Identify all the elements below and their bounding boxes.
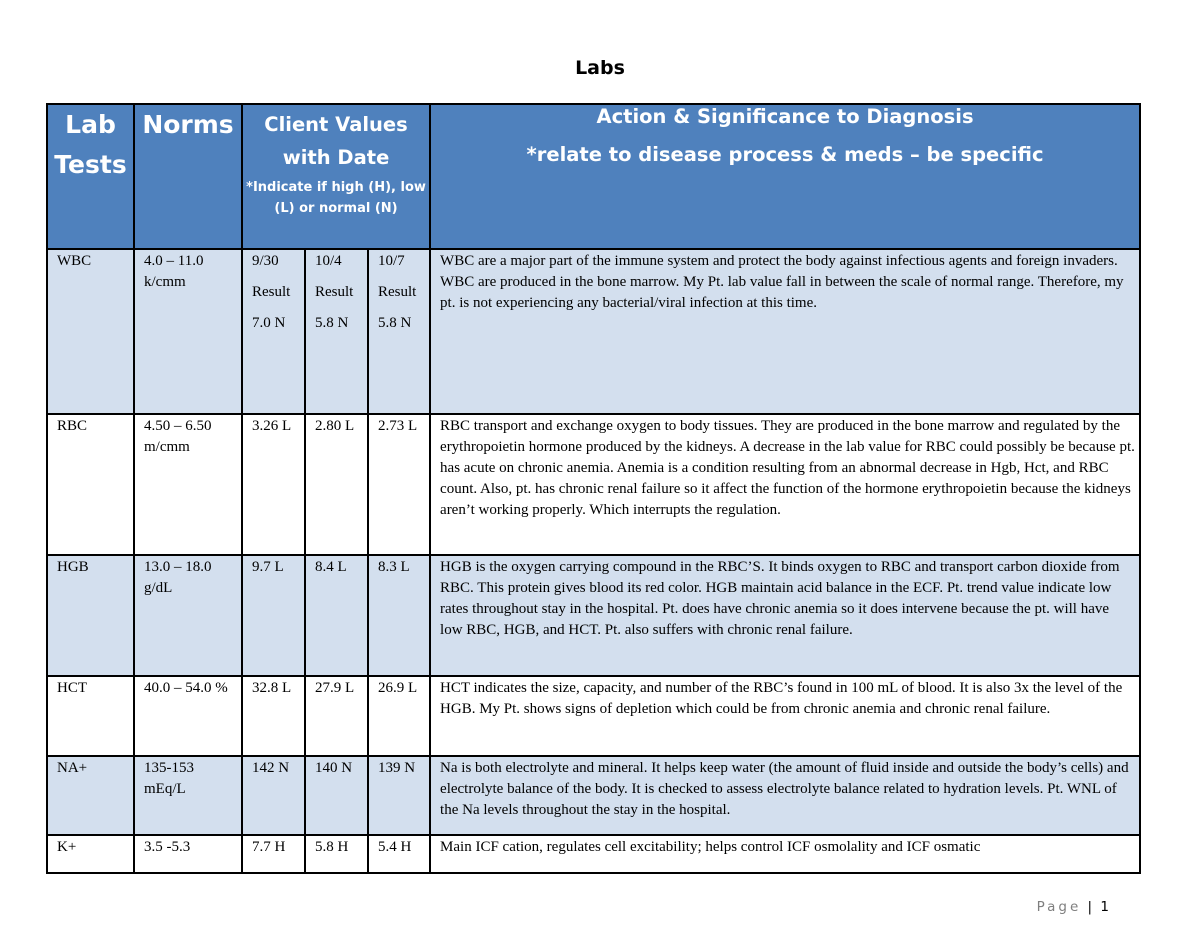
lab-test-name: HCT [47, 676, 134, 756]
client-value-cell: 5.8 H [305, 835, 368, 873]
header-lab-tests: Lab Tests [47, 104, 134, 249]
value-label: Result [315, 284, 354, 300]
page-title: Labs [575, 57, 625, 79]
action-significance-text: WBC are a major part of the immune system and protect the body against infectious agents and foreign invaders. WBC are produced in the bone marrow. My Pt. lab value fall in between the scale of normal range. Therefore, my pt. is not experiencing any bacterial/viral infection at this time. [430, 249, 1140, 414]
client-value-cell [305, 249, 368, 414]
value-result: 5.8 N [378, 315, 412, 331]
table-row [47, 249, 1140, 414]
value-label: Result [378, 284, 417, 300]
page-word: Page [1036, 899, 1082, 915]
client-value-cell: 7.7 H [242, 835, 305, 873]
lab-norm: 3.5 -5.3 [134, 835, 242, 873]
action-significance-text: HCT indicates the size, capacity, and number of the RBC’s found in 100 mL of blood. It is also 3x the level of the HGB. My Pt. shows signs of depletion which could be from chronic anemia and chronic renal failure. [430, 676, 1140, 756]
table-row [47, 676, 1140, 756]
client-value-cell: 3.26 L [242, 414, 305, 555]
client-value-cell [368, 249, 430, 414]
lab-norm: 4.0 – 11.0 k/cmm [134, 249, 242, 414]
client-value-cell: 2.80 L [305, 414, 368, 555]
client-value-cell: 5.4 H [368, 835, 430, 873]
lab-norm: 135-153 mEq/L [134, 756, 242, 835]
value-result: 5.8 N [315, 315, 349, 331]
value-date: 9/30 [252, 253, 279, 269]
header-norms: Norms [134, 104, 242, 249]
table-row [47, 555, 1140, 676]
client-value-cell: 8.4 L [305, 555, 368, 676]
header-client-values-note: *Indicate if high (H), low (L) or normal (N) [246, 180, 426, 216]
value-date: 10/7 [378, 253, 405, 269]
table-row [47, 414, 1140, 555]
lab-test-name: HGB [47, 555, 134, 676]
header-client-values [242, 104, 430, 249]
header-action-title: Action & Significance to Diagnosis [596, 105, 974, 128]
lab-norm: 13.0 – 18.0 g/dL [134, 555, 242, 676]
page-number: 1 [1100, 899, 1109, 915]
client-value-cell: 142 N [242, 756, 305, 835]
table-row [47, 835, 1140, 873]
client-value-cell: 139 N [368, 756, 430, 835]
labs-table [46, 103, 1141, 874]
value-result: 7.0 N [252, 315, 286, 331]
lab-test-name: RBC [47, 414, 134, 555]
table-header-row [47, 104, 1140, 249]
value-date: 10/4 [315, 253, 342, 269]
header-action-note: *relate to disease process & meds – be specific [526, 143, 1044, 166]
lab-test-name: K+ [47, 835, 134, 873]
page-separator: | [1087, 899, 1093, 915]
lab-test-name: NA+ [47, 756, 134, 835]
action-significance-text: Na is both electrolyte and mineral. It helps keep water (the amount of fluid inside and outside the body’s cells) and electrolyte balance of the body. It is checked to assess electrolyte balance related to hydration levels. Pt. WNL of the Na levels throughout the stay in the hospital. [430, 756, 1140, 835]
client-value-cell: 9.7 L [242, 555, 305, 676]
lab-test-name: WBC [47, 249, 134, 414]
header-client-values-title: Client Values with Date [264, 113, 408, 169]
table-row [47, 756, 1140, 835]
action-significance-text: Main ICF cation, regulates cell excitability; helps control ICF osmolality and ICF osmatic [430, 835, 1140, 873]
client-value-cell: 26.9 L [368, 676, 430, 756]
value-label: Result [252, 284, 291, 300]
client-value-cell: 27.9 L [305, 676, 368, 756]
lab-norm: 40.0 – 54.0 % [134, 676, 242, 756]
action-significance-text: HGB is the oxygen carrying compound in the RBC’S. It binds oxygen to RBC and transport carbon dioxide from RBC. This protein gives blood its red color. HGB maintain acid balance in the ECF. Pt. trend value indicate low rates throughout stay in the hospital. Pt. does have chronic anemia so it does intervene because the pt. will have low RBC, HGB, and HCT. Pt. also suffers with chronic renal failure. [430, 555, 1140, 676]
header-action-significance [430, 104, 1140, 249]
client-value-cell: 2.73 L [368, 414, 430, 555]
client-value-cell: 32.8 L [242, 676, 305, 756]
action-significance-text: RBC transport and exchange oxygen to body tissues. They are produced in the bone marrow and regulated by the erythropoietin hormone produced by the kidneys. A decrease in the lab value for RBC could possibly be because pt. has acute on chronic anemia. Anemia is a condition resulting from an abnormal decrease in Hgb, Hct, and RBC count. Also, pt. has chronic renal failure so it affect the function of the hormone erythropoietin because the kidneys aren’t working properly. Which interrupts the regulation. [430, 414, 1140, 555]
client-value-cell: 8.3 L [368, 555, 430, 676]
lab-norm: 4.50 – 6.50 m/cmm [134, 414, 242, 555]
page-footer [1037, 899, 1109, 915]
client-value-cell [242, 249, 305, 414]
client-value-cell: 140 N [305, 756, 368, 835]
